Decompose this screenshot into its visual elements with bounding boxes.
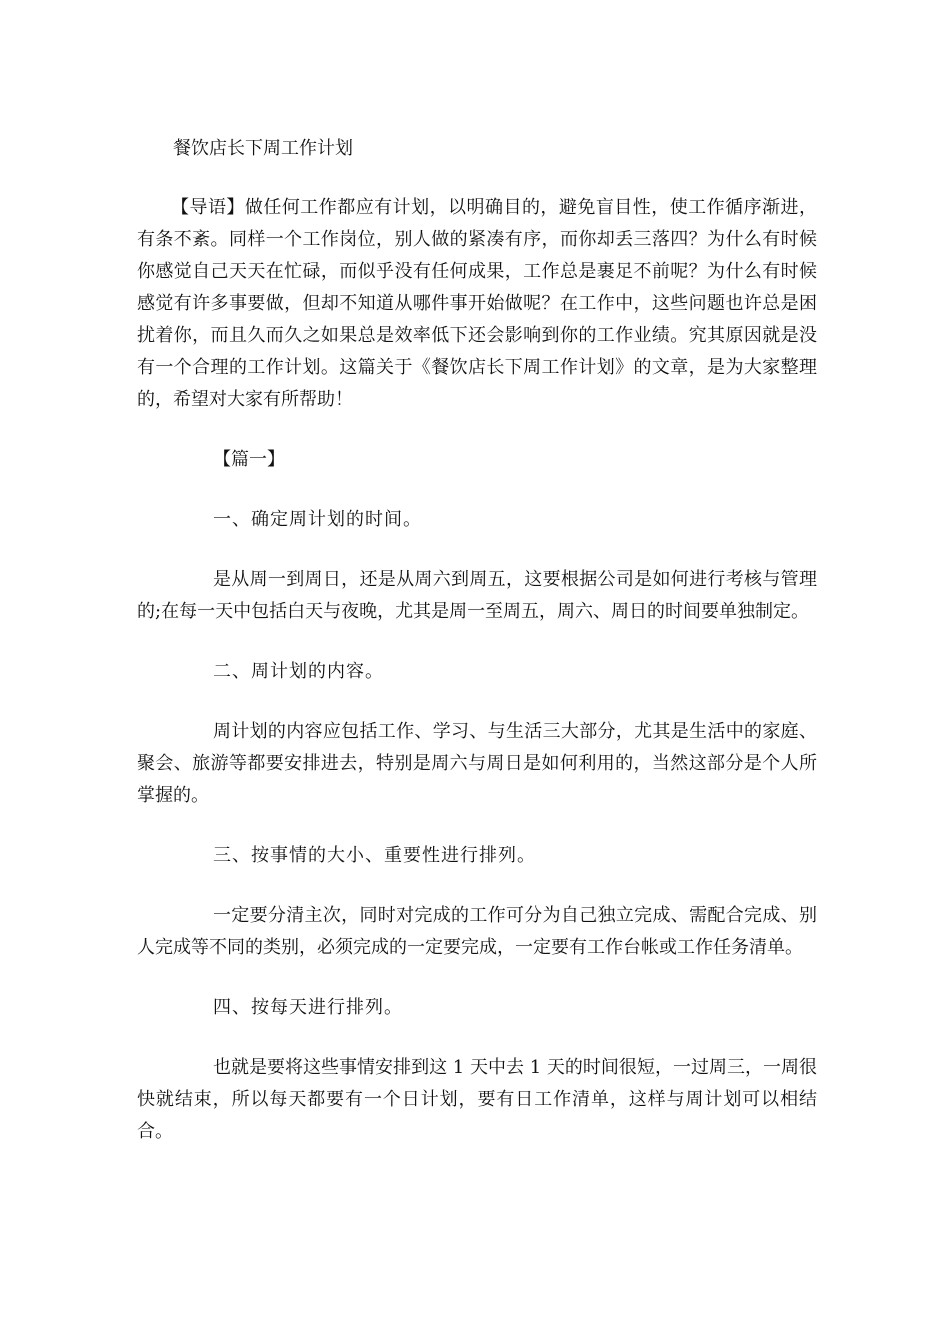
section-body-1: 是从周一到周日，还是从周六到周五，这要根据公司是如何进行考核与管理的;在每一天中包括白天与夜晚，尤其是周一至周五，周六、周日的时间要单独制定。: [137, 569, 817, 622]
document-title: 餐饮店长下周工作计划: [173, 138, 353, 159]
section-heading-4: 四、按每天进行排列。: [213, 997, 403, 1018]
section-heading-3: 三、按事情的大小、重要性进行排列。: [213, 845, 536, 866]
section-body-3: 一定要分清主次，同时对完成的工作可分为自己独立完成、需配合完成、别人完成等不同的类别，必须完成的一定要完成，一定要有工作台帐或工作任务清单。: [137, 905, 817, 958]
section-body-4: 也就是要将这些事情安排到这 1 天中去 1 天的时间很短，一过周三，一周很快就结束，所以每天都要有一个日计划，要有日工作清单，这样与周计划可以相结合。: [137, 1057, 817, 1142]
intro-paragraph: 【导语】做任何工作都应有计划，以明确目的，避免盲目性，使工作循序渐进，有条不紊。同样一个工作岗位，别人做的紧凑有序，而你却丢三落四？为什么有时候你感觉自己天天在忙碌，而似乎没有任何成果，工作总是裹足不前呢？为什么有时候感觉有许多事要做，但却不知道从哪件事开始做呢？在工作中，这些问题也许总是困扰着你，而且久而久之如果总是效率低下还会影响到你的工作业绩。究其原因就是没有一个合理的工作计划。这篇关于《餐饮店长下周工作计划》的文章，是为大家整理的，希望对大家有所帮助！: [137, 197, 817, 410]
section-body-2: 周计划的内容应包括工作、学习、与生活三大部分，尤其是生活中的家庭、聚会、旅游等都要安排进去，特别是周六与周日是如何利用的，当然这部分是个人所掌握的。: [137, 721, 817, 806]
section-heading-1: 一、确定周计划的时间。: [213, 509, 422, 530]
document-content: [137, 134, 817, 1176]
section-heading-2: 二、周计划的内容。: [213, 661, 384, 682]
part-label: 【篇一】: [213, 449, 285, 470]
